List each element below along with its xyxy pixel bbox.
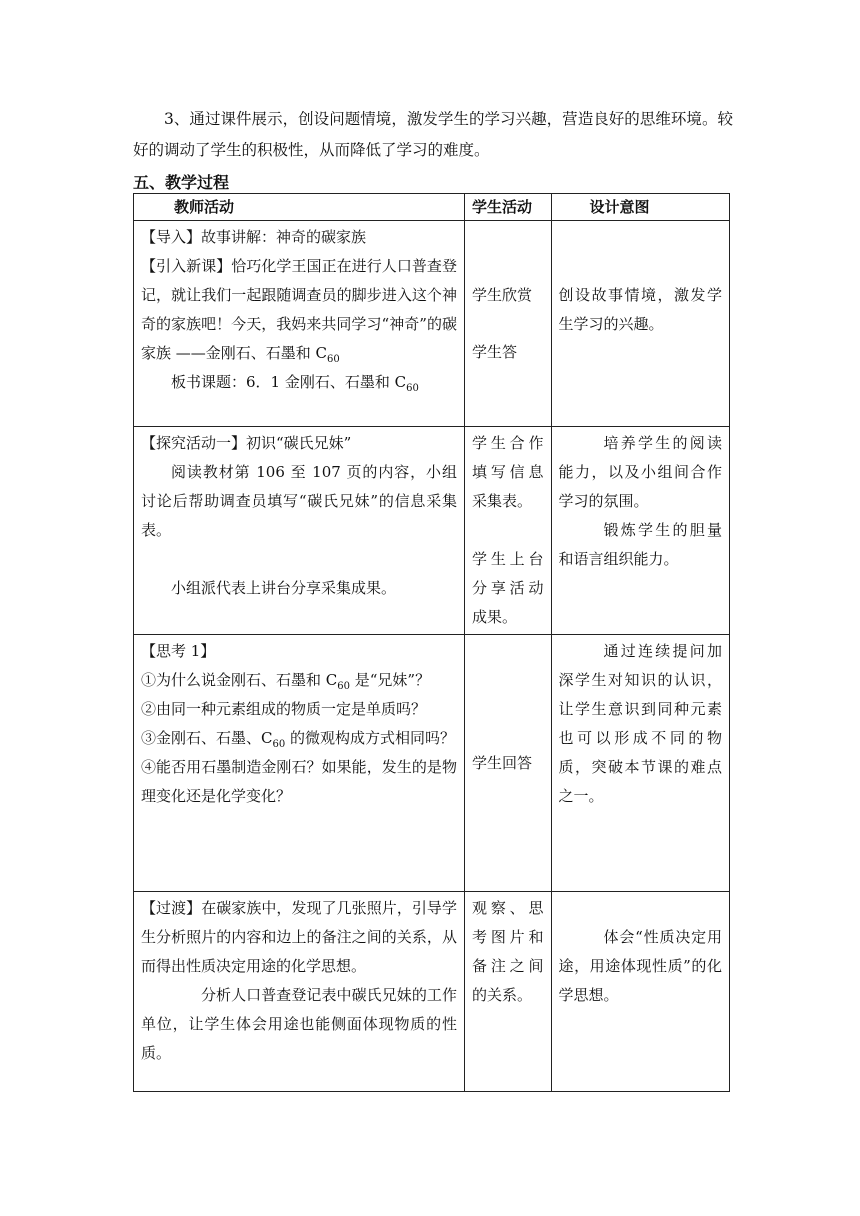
question-line: ④能否用石墨制造金刚石？如果能，发生的是物理变化还是化学变化？	[141, 758, 457, 805]
teacher-text: 【引入新课】恰巧化学王国正在进行人口普查登记，就让我们一起跟随调查员的脚步进入这个神奇的家族吧！今天，我妈来共同学习“神奇”的碳家族 ——金刚石、石墨和 C	[141, 257, 457, 362]
question-line	[141, 724, 457, 753]
student-text: 学生答	[471, 343, 517, 361]
design-text: 培养学生的阅读能力，以及小组间合作学习的氛围。	[558, 434, 722, 510]
student-cell	[464, 635, 551, 892]
design-cell	[551, 635, 729, 892]
design-text: 锻炼学生的胆量和语言组织能力。	[558, 521, 722, 568]
table-header-row	[134, 194, 730, 221]
teacher-line: 阅读教材第 106 至 107 页的内容，小组讨论后帮助调查员填写“碳氏兄妹”的信息采集表。	[141, 463, 457, 539]
teacher-line	[141, 368, 457, 397]
design-cell	[551, 892, 729, 1092]
student-cell	[464, 427, 551, 635]
header-student-activity: 学生活动	[464, 194, 551, 221]
teacher-line: 【过渡】在碳家族中，发现了几张照片，引导学生分析照片的内容和边上的备注之间的关系，从而得出性质决定用途的化学思想。	[141, 899, 457, 975]
student-cell	[464, 892, 551, 1092]
student-text: 学生合作填写信息采集表。	[471, 434, 544, 510]
teacher-line: 小组派代表上讲台分享采集成果。	[171, 579, 397, 597]
subscript: 60	[272, 739, 286, 750]
teacher-cell	[134, 221, 465, 427]
student-cell	[464, 221, 551, 427]
design-text: 体会“性质决定用途，用途体现性质”的化学思想。	[558, 928, 722, 1004]
design-cell	[551, 427, 729, 635]
student-text: 学生欣赏	[471, 286, 532, 304]
intro-paragraph: 3、通过课件展示，创设问题情境，激发学生的学习兴趣，营造良好的思维环境。较好的调动了学生的积极性，从而降低了学习的难度。	[133, 110, 733, 159]
question-text: ①为什么说金刚石、石墨和 C	[141, 671, 338, 689]
teacher-line: 分析人口普查登记表中碳氏兄妹的工作单位，让学生体会用途也能侧面体现物质的性质。	[141, 986, 457, 1062]
design-cell	[551, 221, 729, 427]
student-text: 观察、思考图片和备注之间的关系。	[471, 899, 544, 1004]
section-heading: 五、教学过程	[133, 173, 230, 192]
teacher-line	[141, 252, 457, 368]
subscript: 60	[406, 383, 419, 394]
subscript: 60	[337, 681, 350, 692]
teacher-line: 【探究活动一】初识“碳氏兄妹”	[141, 434, 352, 452]
question-text: 的微观构成方式相同吗？	[285, 729, 455, 747]
question-text: 是“兄妹”？	[349, 671, 431, 689]
table-row	[134, 635, 730, 892]
question-line	[141, 666, 457, 695]
student-text: 学生上台分享活动成果。	[471, 550, 544, 626]
teacher-line: 【思考 1】	[141, 642, 216, 660]
design-text: 通过连续提问加深学生对知识的认识，让学生意识到同种元素也可以形成不同的物质，突破本节课的难点之一。	[558, 642, 722, 805]
table-row	[134, 427, 730, 635]
student-text: 学生回答	[471, 753, 532, 772]
teacher-cell	[134, 427, 465, 635]
design-text: 创设故事情境，激发学生学习的兴趣。	[558, 286, 722, 333]
teacher-cell	[134, 635, 465, 892]
teacher-text: 板书课题：6．1 金刚石、石墨和 C	[171, 373, 407, 391]
question-text: ③金刚石、石墨、C	[141, 729, 273, 747]
teacher-line: 【导入】故事讲解：神奇的碳家族	[141, 228, 367, 246]
teaching-process-table	[133, 193, 730, 1092]
header-design-intent: 设计意图	[551, 194, 729, 221]
teacher-cell	[134, 892, 465, 1092]
question-line: ②由同一种元素组成的物质一定是单质吗？	[141, 700, 427, 718]
header-teacher-activity: 教师活动	[134, 194, 465, 221]
table-row	[134, 892, 730, 1092]
subscript: 60	[327, 354, 340, 365]
table-row	[134, 221, 730, 427]
